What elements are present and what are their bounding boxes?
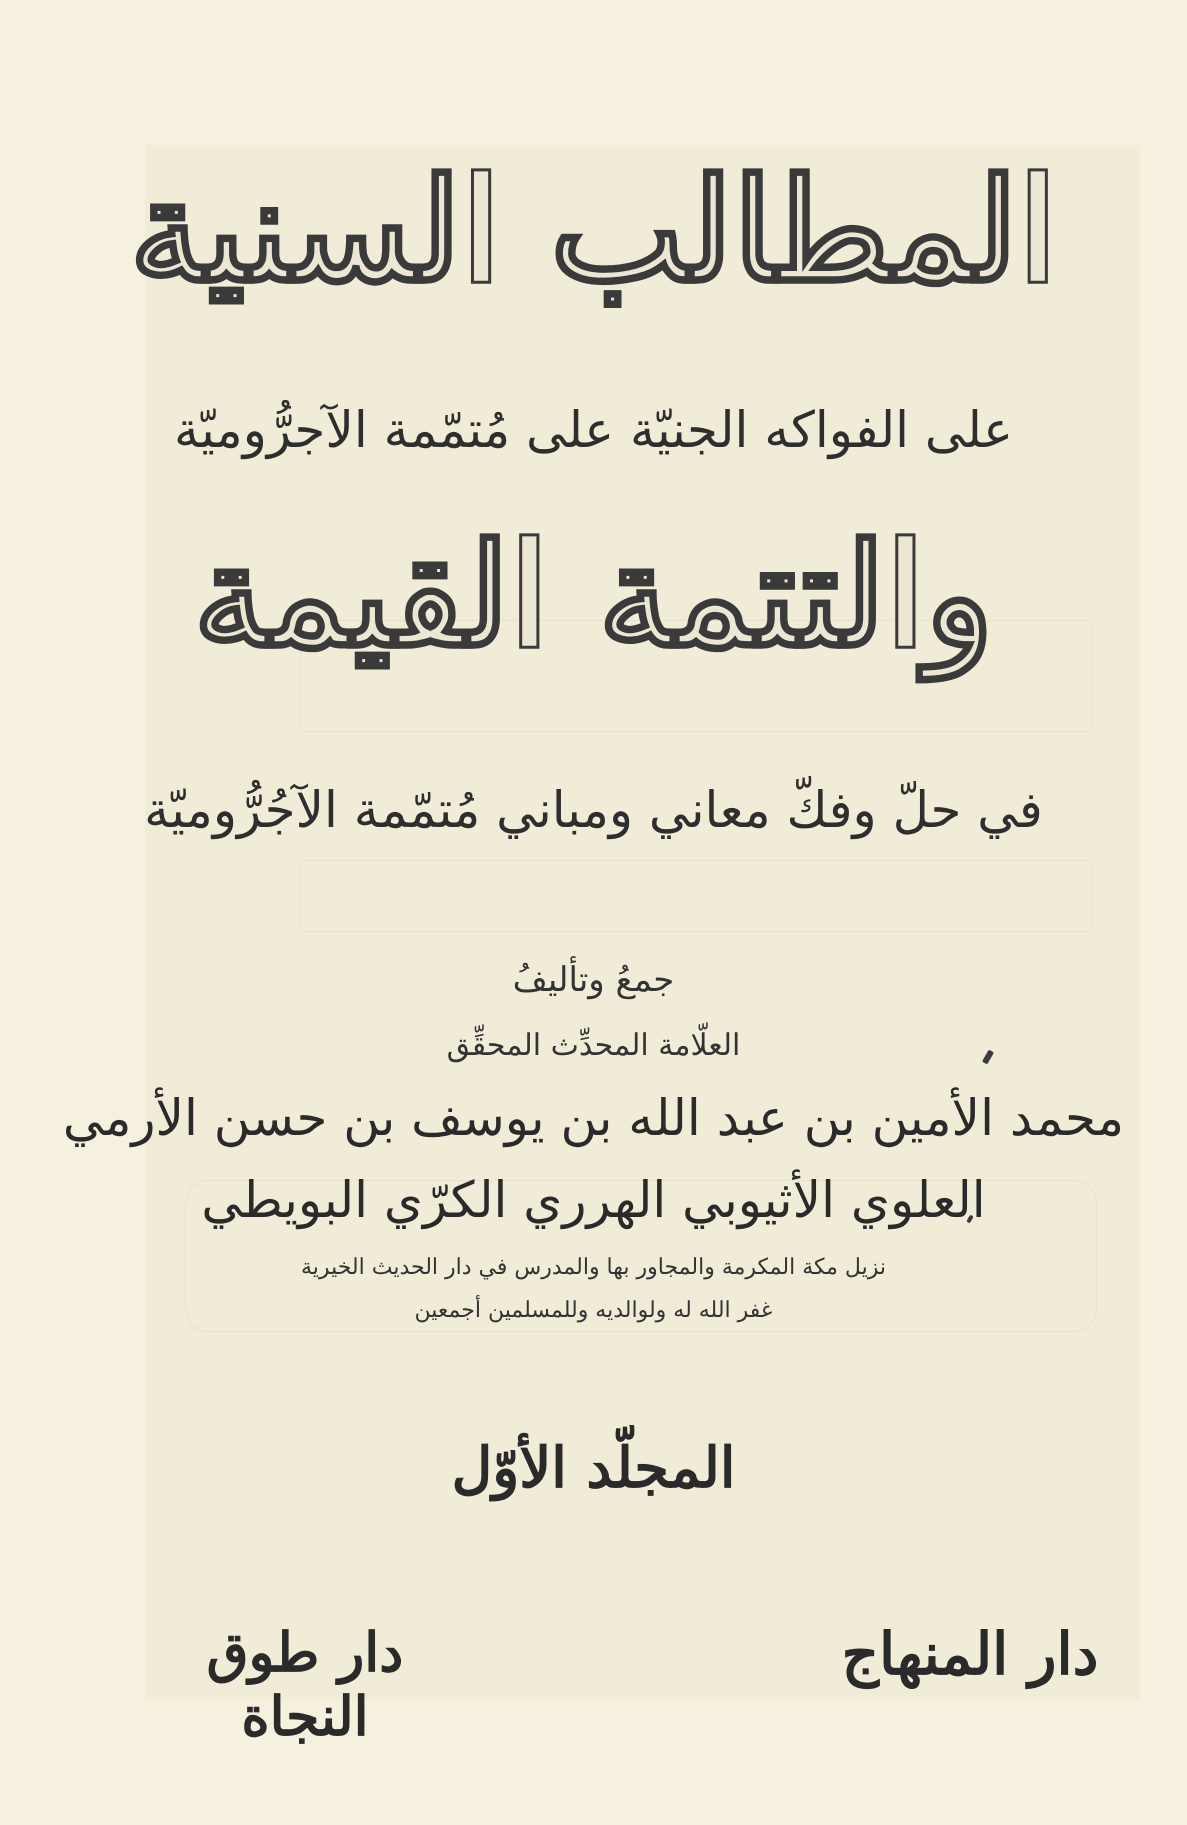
compiled-by-label: جمعُ وتأليفُ: [512, 960, 675, 1000]
author-honorific: العلّامة المحدِّث المحقِّق: [446, 1028, 741, 1063]
book-subtitle: على الفواكه الجنيّة على مُتمّمة الآجرُّوميّة: [174, 401, 1013, 459]
bleed-through-box: [300, 860, 1092, 932]
second-subtitle: في حلّ وفكّ معاني ومباني مُتمّمة الآجُرُّوميّة: [144, 781, 1043, 839]
author-name-line-2: العلوي الأثيوبي الهرري الكرّي البويطي: [201, 1171, 986, 1229]
publisher-logo-left: دار طوق النجاة: [206, 1620, 404, 1748]
book-title: المطالب السنية: [129, 148, 1058, 314]
author-name-line-1: محمد الأمين بن عبد الله بن يوسف بن حسن الأرمي: [62, 1089, 1125, 1147]
publisher-logo-right: دار المنهاج: [841, 1620, 1099, 1688]
author-note-line-1: نزيل مكة المكرمة والمجاور بها والمدرس في دار الحديث الخيرية: [301, 1255, 886, 1280]
volume-label: المجلّد الأوّل: [451, 1435, 736, 1501]
second-title: والتتمة القيمة: [193, 513, 994, 679]
author-note-line-2: غفر الله له ولوالديه وللمسلمين أجمعين: [414, 1298, 773, 1323]
